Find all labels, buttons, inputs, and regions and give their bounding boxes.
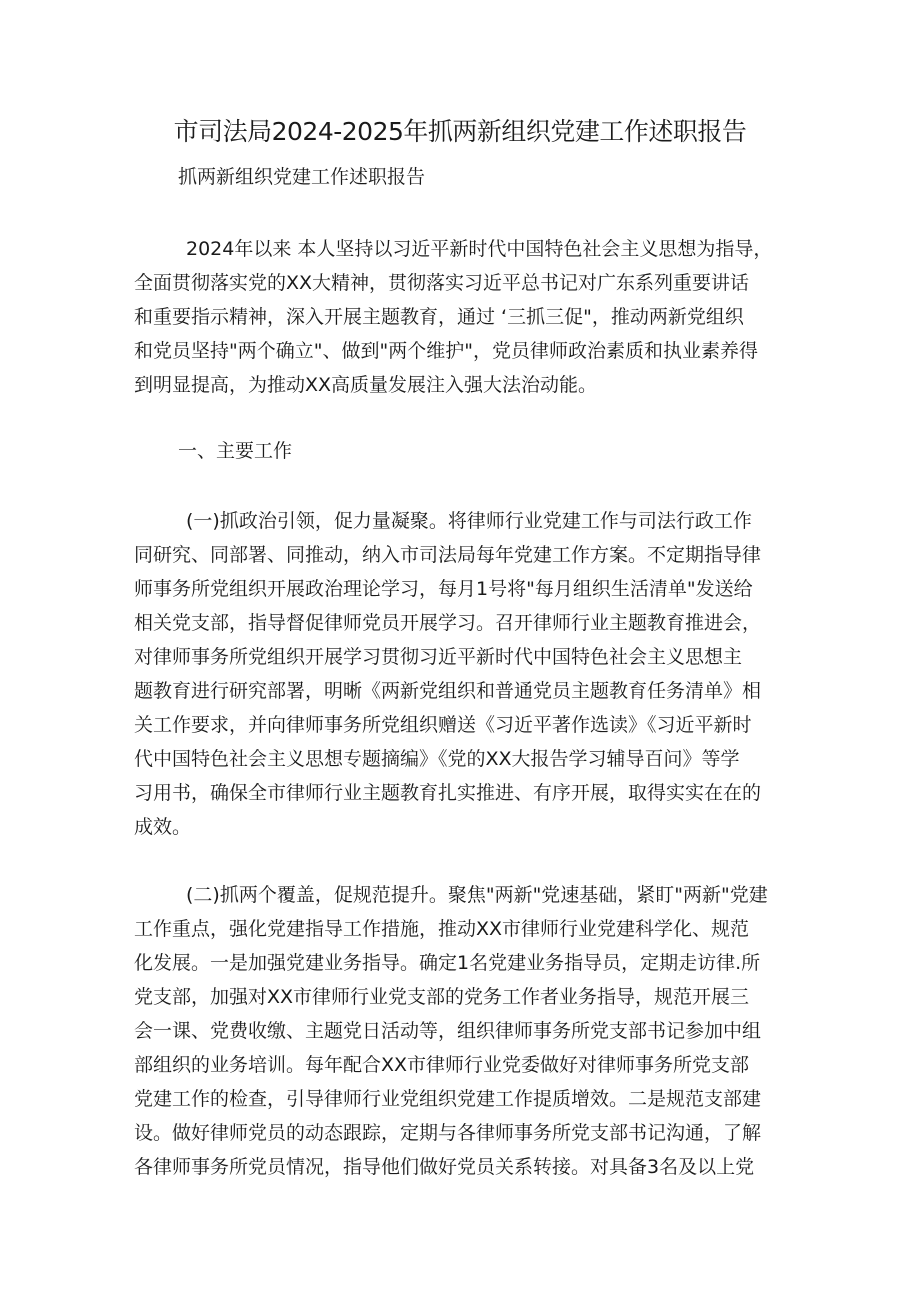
intro-line: 2024年以来 本人坚持以习近平新时代中国特色社会主义思想为指导， [186, 238, 773, 260]
section1-line: 习用书，确保全市律师行业主题教育扎实推进、有序开展，取得实实在在的 [134, 782, 762, 804]
section1-line: 题教育进行研究部署，明晰《两新党组织和普通党员主题教育任务清单》相 [134, 680, 762, 702]
section2-line: (二)抓两个覆盖，促规范提升。聚焦"两新"党速基础，紧盯"两新"党建 [186, 884, 768, 906]
section1-line: 对律师事务所党组织开展学习贯彻习近平新时代中国特色社会主义思想主 [134, 646, 743, 668]
section-heading: 一、主要工作 [178, 440, 293, 462]
section2-line: 化发展。一是加强党建业务指导。确定1名党建业务指导员，定期走访律.所 [134, 952, 761, 974]
section2-line: 会一课、党费收缴、主题党日活动等，组织律师事务所党支部书记参加中组 [134, 1020, 762, 1042]
section1-line: 同研究、同部署、同推动，纳入市司法局每年党建工作方案。不定期指导律 [134, 544, 762, 566]
section2-line: 各律师事务所党员情况，指导他们做好党员关系转接。对具备3名及以上党 [134, 1156, 755, 1178]
section1-line: 相关党支部，指导督促律师党员开展学习。召开律师行业主题教育推进会， [134, 612, 762, 634]
section1-line: 成效。 [134, 816, 192, 838]
section2-line: 党支部，加强对XX市律师行业党支部的党务工作者业务指导，规范开展三 [134, 986, 750, 1008]
section1-line: 师事务所党组织开展政治理论学习，每月1号将"每月组织生活清单"发送给 [134, 578, 753, 600]
section1-line: 代中国特色社会主义思想专题摘编》《党的XX大报告学习辅导百问》等学 [134, 748, 740, 770]
intro-line: 和重要指示精神，深入开展主题教育，通过 ‘三抓三促"，推动两新党组织 [134, 306, 744, 328]
section2-line: 设。做好律师党员的动态跟踪，定期与各律师事务所党支部书记沟通，了解 [134, 1122, 762, 1144]
section2-line: 党建工作的检查，引导律师行业党组织党建工作提质增效。二是规范支部建 [134, 1088, 762, 1110]
intro-line: 到明显提高，为推动XX高质量发展注入强大法治动能。 [134, 374, 598, 396]
section1-line: 关工作要求，并向律师事务所党组织赠送《习近平著作选读》《习近平新时 [134, 714, 752, 736]
section1-line: (一)抓政治引领，促力量凝聚。将律师行业党建工作与司法行政工作 [186, 510, 752, 532]
document-subtitle: 抓两新组织党建工作述职报告 [178, 166, 426, 188]
document-title: 市司法局2024-2025年抓两新组织党建工作述职报告 [173, 117, 747, 146]
section2-line: 工作重点，强化党建指导工作措施，推动XX市律师行业党建科学化、规范 [134, 918, 750, 940]
intro-line: 全面贯彻落实党的XX大精神，贯彻落实习近平总书记对广东系列重要讲话 [134, 272, 750, 294]
intro-line: 和党员坚持"两个确立"、做到"两个维护"，党员律师政治素质和执业素养得 [134, 340, 758, 362]
section2-line: 部组织的业务培训。每年配合XX市律师行业党委做好对律师事务所党支部 [134, 1054, 750, 1076]
